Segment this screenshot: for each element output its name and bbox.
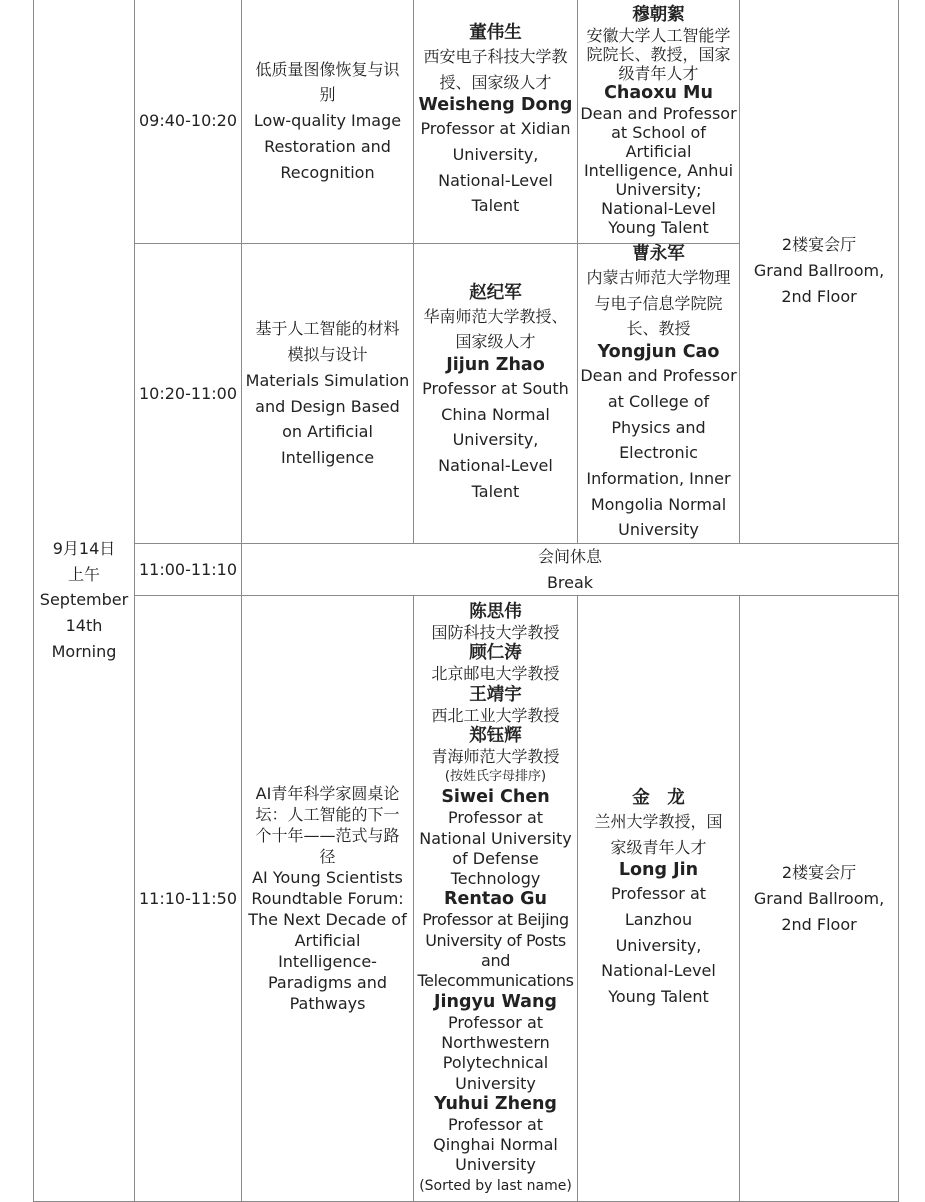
- panelist-title-cn: 北京邮电大学教授: [431, 664, 560, 684]
- topic-cn: 低质量图像恢复与识别: [255, 59, 400, 105]
- table-row: [34, 0, 899, 244]
- panelist-title-en: Professor at Qinghai Normal University: [433, 1114, 558, 1175]
- sorted-note-cn: (按姓氏字母排序): [444, 769, 547, 785]
- venue-cell: [740, 0, 899, 544]
- speaker-name-en: Jijun Zhao: [446, 354, 545, 375]
- venue-cn: 2楼宴会厅: [781, 235, 857, 255]
- panelist-title-cn: 青海师范大学教授: [431, 747, 560, 766]
- date-cell: [34, 0, 135, 1202]
- topic-cell: [242, 596, 414, 1202]
- chair-name-cn: 穆朝絮: [632, 5, 685, 25]
- table-row: [34, 596, 899, 1202]
- speaker-title-en: Professor at South China Normal University, National-Level Talent: [422, 378, 569, 501]
- speaker-name-cn: 董伟生: [469, 22, 522, 43]
- topic-cell: [242, 0, 414, 244]
- time-cell: 11:10-11:50: [135, 596, 242, 1202]
- time-cell: 11:00-11:10: [135, 544, 242, 596]
- date-cn: 9月14日 上午: [52, 538, 116, 584]
- speaker-cell: [414, 244, 578, 544]
- chair-title-en: Dean and Professor at School of Artificial Intelligence, Anhui University; National-Level Young Talent: [580, 104, 737, 237]
- host-cell: [578, 596, 740, 1202]
- panelist-name-cn: 郑钰辉: [469, 726, 522, 746]
- panelist-name-cn: 王靖宇: [469, 684, 522, 705]
- speaker-title-cn: 华南师范大学教授、国家级人才: [423, 306, 568, 352]
- venue-cn: 2楼宴会厅: [781, 863, 857, 883]
- panelist-name-en: Jingyu Wang: [434, 991, 557, 1012]
- host-title-en: Professor at Lanzhou University, National-Level Young Talent: [601, 884, 716, 1007]
- break-row: [34, 544, 899, 596]
- topic-cn: AI青年科学家圆桌论坛：人工智能的下一个十年——范式与路径: [255, 784, 400, 867]
- speaker-cell: [414, 0, 578, 244]
- host-name-cn: 金 龙: [632, 787, 685, 808]
- panelist-title-en: Professor at National University of Defense Technology: [419, 808, 572, 889]
- chair-title-en: Dean and Professor at College of Physics and Electronic Information, Inner Mongolia Normal University: [580, 366, 737, 540]
- panelist-title-en: Professor at Northwestern Polytechnical University: [441, 1012, 550, 1093]
- panelist-title-en: Professor at Beijing University of Posts and Telecommunications: [417, 910, 574, 991]
- panelist-title-cn: 西北工业大学教授: [431, 705, 560, 725]
- panelist-name-cn: 顾仁涛: [469, 643, 522, 664]
- topic-en: AI Young Scientists Roundtable Forum: The Next Decade of Artificial Intelligence-Paradigms and Pathways: [248, 868, 407, 1014]
- speaker-name-en: Weisheng Dong: [418, 95, 573, 116]
- host-title-cn: 兰州大学教授，国家级青年人才: [594, 811, 723, 857]
- speaker-title-en: Professor at Xidian University, National-Level Talent: [420, 119, 571, 216]
- break-cell: [242, 544, 899, 596]
- panelist-title-cn: 国防科技大学教授: [431, 623, 560, 643]
- topic-en: Low-quality Image Restoration and Recognition: [253, 111, 402, 182]
- topic-cn: 基于人工智能的材料模拟与设计: [255, 319, 400, 365]
- chair-name-en: Chaoxu Mu: [604, 83, 713, 103]
- venue-en: Grand Ballroom, 2nd Floor: [753, 261, 885, 306]
- chair-name-en: Yongjun Cao: [597, 342, 720, 363]
- venue-cell: [740, 596, 899, 1202]
- topic-cell: [242, 244, 414, 544]
- chair-cell: [578, 0, 740, 244]
- host-name-en: Long Jin: [618, 860, 699, 881]
- sorted-note-en: (Sorted by last name): [419, 1177, 572, 1194]
- panelists-cell: [414, 596, 578, 1202]
- panelist-name-en: Siwei Chen: [441, 787, 550, 808]
- break-en: Break: [546, 572, 594, 592]
- chair-name-cn: 曹永军: [632, 244, 685, 264]
- panelist-name-en: Rentao Gu: [444, 889, 547, 910]
- break-cn: 会间休息: [537, 547, 602, 567]
- venue-en: Grand Ballroom, 2nd Floor: [753, 889, 885, 934]
- schedule-table: [33, 0, 899, 1202]
- panelist-name-en: Yuhui Zheng: [434, 1093, 557, 1114]
- chair-title-cn: 安徽大学人工智能学院院长、教授，国家级青年人才: [586, 26, 731, 83]
- time-cell: 10:20-11:00: [135, 244, 242, 544]
- date-en: September 14th Morning: [39, 590, 129, 661]
- speaker-name-cn: 赵纪军: [469, 282, 522, 303]
- chair-cell: [578, 244, 740, 544]
- time-cell: 09:40-10:20: [135, 0, 242, 244]
- speaker-title-cn: 西安电子科技大学教授、国家级人才: [423, 46, 568, 92]
- panelist-name-cn: 陈思伟: [469, 602, 522, 623]
- chair-title-cn: 内蒙古师范大学物理与电子信息学院院长、教授: [586, 268, 731, 339]
- topic-en: Materials Simulation and Design Based on Artificial Intelligence: [245, 370, 410, 467]
